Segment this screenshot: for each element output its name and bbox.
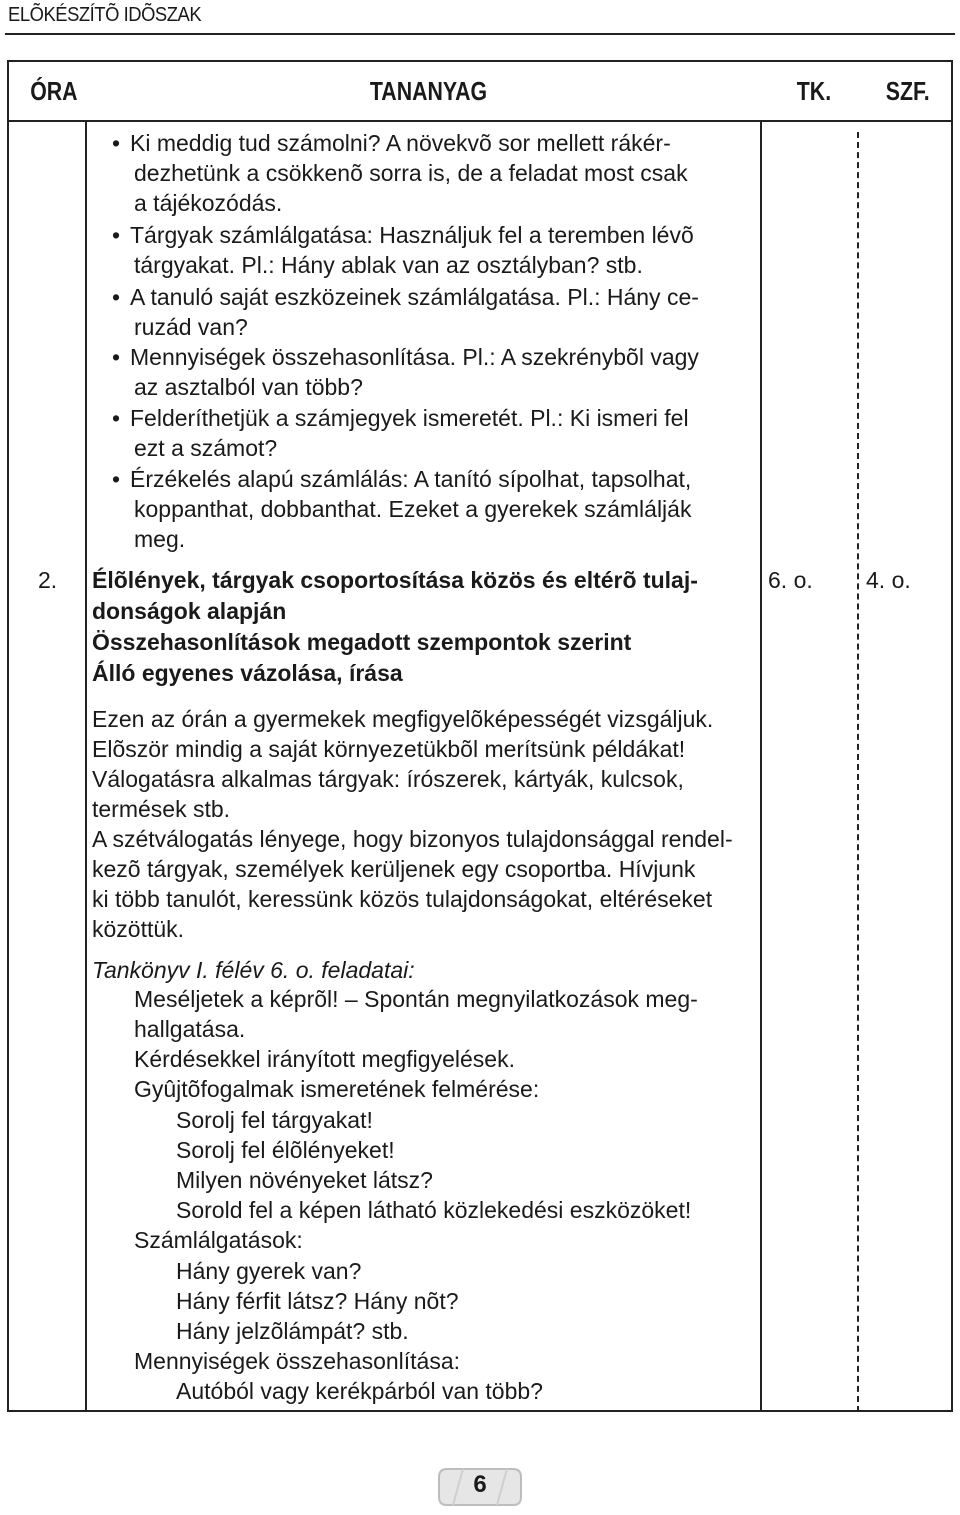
column-divider xyxy=(85,122,87,1412)
body-line: Elõször mindig a saját környezetükbõl merítsünk példákat! xyxy=(92,736,686,762)
task-subline: Autóból vagy kerékpárból van több? xyxy=(176,1378,543,1404)
body-line: A szétválogatás lényege, hogy bizonyos tulajdonsággal rendel- xyxy=(92,826,733,852)
list-item: • Mennyiségek összehasonlítása. Pl.: A szekrénybõl vagy xyxy=(112,344,699,370)
table-header xyxy=(9,62,951,122)
textbook-reference: Tankönyv I. félév 6. o. feladatai: xyxy=(92,957,415,983)
column-header-szf: SZF. xyxy=(885,76,930,106)
task-line: Gyûjtõfogalmak ismeretének felmérése: xyxy=(134,1076,540,1102)
column-header-tk: TK. xyxy=(796,76,832,106)
page-number: 6 xyxy=(473,1471,487,1498)
lesson-title-line: donságok alapján xyxy=(92,598,287,624)
task-subline: Sorolj fel élõlényeket! xyxy=(176,1137,395,1163)
task-line: Számlálgatások: xyxy=(134,1227,303,1253)
list-item-continuation: meg. xyxy=(134,526,186,552)
task-subline: Hány férfit látsz? Hány nõt? xyxy=(176,1288,459,1314)
lesson-title-line: Álló egyenes vázolása, írása xyxy=(92,660,403,686)
list-item: • Tárgyak számlálgatása: Használjuk fel a teremben lévõ xyxy=(112,222,694,248)
task-subline: Sorolj fel tárgyakat! xyxy=(176,1107,373,1133)
column-divider xyxy=(760,122,762,1412)
task-line: Mennyiségek összehasonlítása: xyxy=(134,1348,461,1374)
task-subline: Sorold fel a képen látható közlekedési eszközöket! xyxy=(176,1197,692,1223)
header-rule xyxy=(5,33,955,35)
list-item: • Felderíthetjük a számjegyek ismeretét. Pl.: Ki ismeri fel xyxy=(112,405,689,431)
list-item-continuation: ezt a számot? xyxy=(134,435,278,461)
textbook-page: 6. o. xyxy=(768,567,813,593)
body-line: Válogatásra alkalmas tárgyak: írószerek, kártyák, kulcsok, xyxy=(92,766,684,792)
body-line: termések stb. xyxy=(92,796,231,822)
task-subline: Hány jelzõlámpát? stb. xyxy=(176,1318,409,1344)
list-item: • Érzékelés alapú számlálás: A tanító sípolhat, tapsolhat, xyxy=(112,466,692,492)
body-line: ki több tanulót, keressünk közös tulajdonságokat, eltéréseket xyxy=(92,886,713,912)
lesson-title-line: Élõlények, tárgyak csoportosítása közös és eltérõ tulaj- xyxy=(92,567,698,593)
task-line: hallgatása. xyxy=(134,1016,246,1042)
running-header: ELÕKÉSZÍTÕ IDÕSZAK xyxy=(8,4,202,26)
list-item-continuation: a tájékozódás. xyxy=(134,190,283,216)
lesson-title-line: Összehasonlítások megadott szempontok szerint xyxy=(92,629,632,655)
task-line: Kérdésekkel irányított megfigyelések. xyxy=(134,1046,515,1072)
list-item-continuation: dezhetünk a csökkenõ sorra is, de a feladat most csak xyxy=(134,160,688,186)
list-item-continuation: az asztalból van több? xyxy=(134,374,363,400)
workbook-page: 4. o. xyxy=(866,567,911,593)
task-subline: Milyen növényeket látsz? xyxy=(176,1167,433,1193)
body-line: kezõ tárgyak, személyek kerüljenek egy csoportba. Hívjunk xyxy=(92,856,696,882)
list-item: • Ki meddig tud számolni? A növekvõ sor mellett rákér- xyxy=(112,130,671,156)
list-item-continuation: ruzád van? xyxy=(134,314,248,340)
list-item-continuation: koppanthat, dobbanthat. Ezeket a gyerekek számlálják xyxy=(134,496,692,522)
list-item: • A tanuló saját eszközeinek számlálgatása. Pl.: Hány ce- xyxy=(112,284,699,310)
column-header-ora: ÓRA xyxy=(30,76,78,106)
lesson-number: 2. xyxy=(38,567,58,593)
task-line: Meséljetek a képrõl! – Spontán megnyilatkozások meg- xyxy=(134,986,698,1012)
column-divider-dashed xyxy=(857,132,859,1412)
body-line: Ezen az órán a gyermekek megfigyelõképességét vizsgáljuk. xyxy=(92,706,714,732)
column-header-tananyag: TANANYAG xyxy=(369,76,488,106)
task-subline: Hány gyerek van? xyxy=(176,1258,362,1284)
body-line: közöttük. xyxy=(92,916,185,942)
page-number-badge xyxy=(435,1465,525,1509)
list-item-continuation: tárgyakat. Pl.: Hány ablak van az osztályban? stb. xyxy=(134,252,643,278)
